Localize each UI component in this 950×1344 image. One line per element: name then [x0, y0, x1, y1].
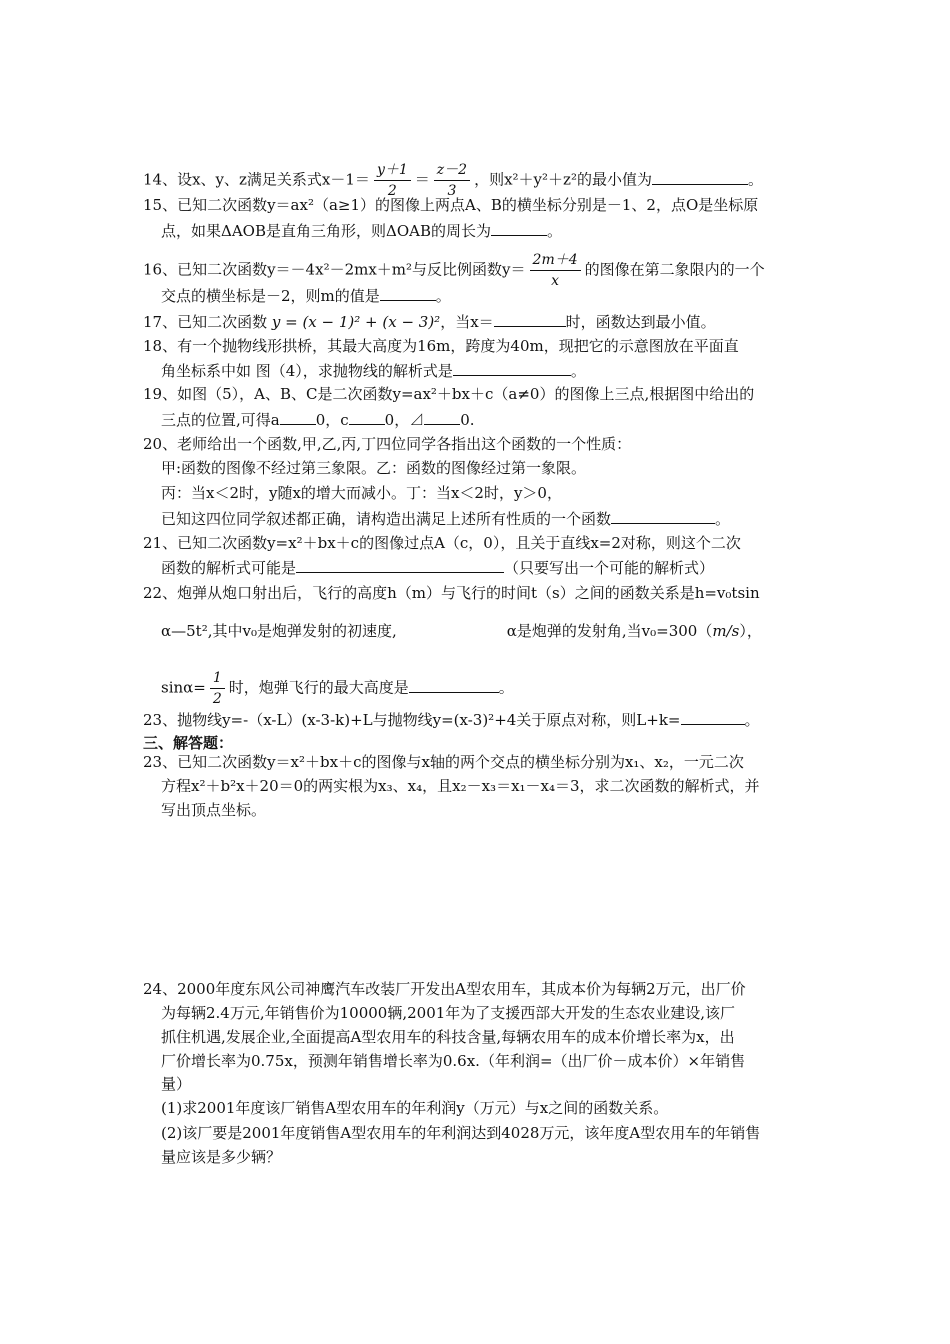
q17-formula: y = (x − 1)² + (x − 3)²	[271, 313, 441, 331]
question-22-line-3: sinα= $\frac{1}{2}$ 时，炮弹飞行的最大高度是 。	[161, 670, 514, 707]
question-21-line-1: 21、已知二次函数y=x²＋bx＋c的图像过点A（c，0），且关于直线x=2对称，则这个二次	[143, 534, 741, 552]
answer-blank[interactable]	[652, 170, 748, 185]
question-19-line-1: 19、如图（5），A、B、C是二次函数y=ax²＋bx＋c（a≠0）的图像上三点,根据图中给出的	[143, 385, 755, 403]
question-24-part-1: (1)求2001年度该厂销售A型农用车的年利润y（万元）与x之间的函数关系。	[161, 1099, 669, 1117]
question-17: 17、已知二次函数 y = (x − 1)² + (x − 3)²，当x＝ 时，函数达到最小值。	[143, 313, 716, 331]
answer-blank[interactable]	[681, 710, 745, 725]
q14-fraction-2: $\frac{z-2}{3}$	[434, 160, 470, 201]
question-16-line-1: 16、已知二次函数y＝－4x²－2mx＋m²与反比例函数y＝ $\frac{2m+4}{x}$ 的图像在第二象限内的一个	[143, 252, 765, 289]
q16-fraction: $\frac{2m+4}{x}$	[530, 250, 581, 291]
question-23-fill: 23、抛物线y=-（x-L）(x-3-k)+L与抛物线y=(x-3)²+4关于原点对称，则L+k= 。	[143, 711, 760, 729]
question-16-line-2: 交点的横坐标是－2，则m的值是 。	[161, 287, 451, 305]
q14-fraction-1: $\frac{y+1}{2}$	[374, 160, 411, 201]
question-23-line-2: 方程x²＋b²x＋20＝0的两实根为x₃、x₄，且x₂－x₃＝x₁－x₄＝3，求二次函数的解析式，并	[161, 777, 760, 795]
q14-text: 14、设x、y、z满足关系式x－1＝	[143, 170, 370, 189]
question-21-line-2: 函数的解析式可能是 （只要写出一个可能的解析式）	[161, 559, 715, 577]
section-heading-answers: 三、解答题：	[143, 734, 234, 752]
answer-blank[interactable]	[424, 410, 460, 425]
q22-fraction: $\frac{1}{2}$	[210, 668, 225, 709]
question-15-line-2: 点，如果ΔAOB是直角三角形，则ΔOAB的周长为 。	[161, 222, 562, 240]
question-22-line-2: α—5t²,其中v₀是炮弹发射的初速度, α是炮弹的发射角,当v₀=300（m/s），	[161, 622, 762, 640]
question-24-part-2-line-1: (2)该厂要是2001年度销售A型农用车的年利润达到4028万元，该年度A型农用车的年销售	[161, 1124, 761, 1142]
answer-blank[interactable]	[296, 558, 504, 573]
question-24-line-2: 为每辆2.4万元,年销售价为10000辆,2001年为了支援西部大开发的生态农业建设,该厂	[161, 1004, 736, 1022]
question-18-line-2: 角坐标系中如 图（4），求抛物线的解析式是 。	[161, 362, 586, 380]
answer-blank[interactable]	[280, 410, 316, 425]
question-23-line-1: 23、已知二次函数y＝x²＋bx＋c的图像与x轴的两个交点的横坐标分别为x₁、x₂，一元二次	[143, 753, 744, 771]
question-24-line-4: 厂价增长率为0.75x，预测年销售增长率为0.6x.（年利润=（出厂价－成本价）×年销售	[161, 1052, 746, 1070]
question-20-line-2: 甲:函数的图像不经过第三象限。乙：函数的图像经过第一象限。	[161, 459, 587, 477]
question-14: 14、设x、y、z满足关系式x－1＝ $\frac{y+1}{2}$ ＝ $\frac{z-2}{3}$ ，则x²＋y²＋z²的最小值为 。	[143, 162, 763, 199]
question-24-line-5: 量）	[161, 1075, 192, 1093]
answer-blank[interactable]	[380, 286, 436, 301]
question-23-line-3: 写出顶点坐标。	[161, 801, 267, 819]
answer-blank[interactable]	[349, 410, 385, 425]
question-20-line-3: 丙：当x＜2时，y随x的增大而减小。丁：当x＜2时，y＞0，	[161, 484, 562, 502]
question-24-part-2-line-2: 量应该是多少辆？	[161, 1148, 282, 1166]
answer-blank[interactable]	[611, 509, 715, 524]
answer-blank[interactable]	[491, 221, 547, 236]
question-18-line-1: 18、有一个抛物线形拱桥，其最大高度为16m，跨度为40m，现把它的示意图放在平面直	[143, 337, 739, 355]
unit-m-per-s: m/s	[712, 622, 740, 640]
question-24-line-3: 抓住机遇,发展企业,全面提高A型农用车的科技含量,每辆农用车的成本价增长率为x，出	[161, 1028, 735, 1046]
question-15-line-1: 15、已知二次函数y＝ax²（a≥1）的图像上两点A、B的横坐标分别是－1、2，点O是坐标原	[143, 196, 759, 214]
answer-blank[interactable]	[453, 361, 571, 376]
answer-blank[interactable]	[409, 678, 499, 693]
question-20-line-4: 已知这四位同学叙述都正确，请构造出满足上述所有性质的一个函数 。	[161, 510, 731, 528]
answer-blank[interactable]	[494, 312, 566, 327]
question-19-line-2: 三点的位置,可得a 0，c 0，⊿ 0.	[161, 411, 475, 429]
question-22-line-1: 22、炮弹从炮口射出后，飞行的高度h（m）与飞行的时间t（s）之间的函数关系是h=v₀tsin	[143, 584, 760, 602]
question-24-line-1: 24、2000年度东风公司神鹰汽车改装厂开发出A型农用车，其成本价为每辆2万元，出厂价	[143, 980, 746, 998]
question-20-line-1: 20、老师给出一个函数,甲,乙,丙,丁四位同学各指出这个函数的一个性质：	[143, 435, 632, 453]
